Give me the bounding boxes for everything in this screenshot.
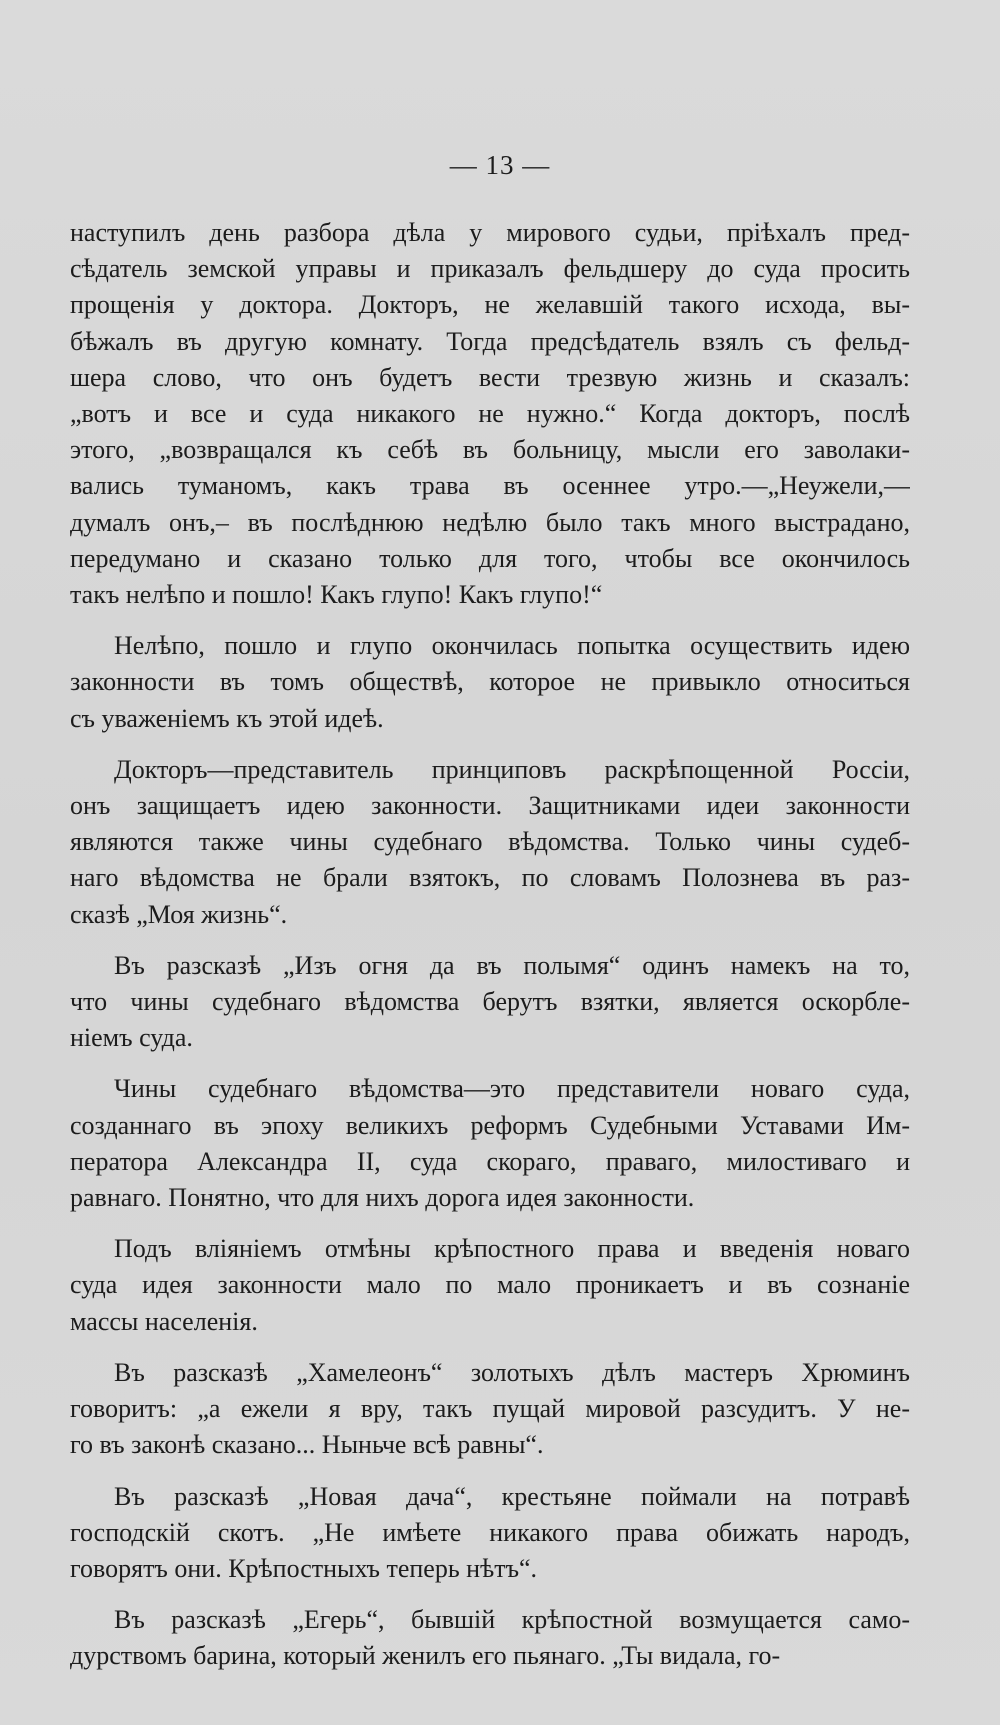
paragraph xyxy=(70,1479,910,1588)
text-line: что чины судебнаго вѣдомства берутъ взятки, является оскорбле- xyxy=(70,987,910,1017)
text-line: наго вѣдомства не брали взятокъ, по словамъ Полознева въ раз- xyxy=(70,863,910,893)
paragraph xyxy=(70,752,910,933)
text-line: бѣжалъ въ другую комнату. Тогда предсѣдатель взялъ съ фельд- xyxy=(70,326,910,356)
text-line: съ уваженіемъ къ этой идеѣ. xyxy=(70,703,384,733)
text-line: дурствомъ барина, который женилъ его пьянаго. „Ты видала, го- xyxy=(70,1641,781,1671)
text-line: наступилъ день разбора дѣла у мирового судьи, пріѣхалъ пред- xyxy=(70,218,910,247)
text-line: сѣдатель земской управы и приказалъ фельдшеру до суда просить xyxy=(70,254,910,284)
text-line: этого, „возвращался къ себѣ въ больницу, мысли его заволаки- xyxy=(70,435,910,465)
text-line: суда идея законности мало по мало проникаетъ и въ сознаніе xyxy=(70,1270,910,1300)
body-text xyxy=(70,215,910,1690)
text-line: шера слово, что онъ будетъ вести трезвую жизнь и сказалъ: xyxy=(70,362,910,392)
text-line: вались туманомъ, какъ трава въ осеннее утро.—„Неужели,— xyxy=(70,471,910,501)
paragraph xyxy=(70,948,910,1057)
page-number: — 13 — xyxy=(449,150,551,180)
text-line: Въ разсказѣ „Новая дача“, крестьяне поймали на потравѣ xyxy=(114,1481,910,1511)
text-line: прощенія у доктора. Докторъ, не желавшій такого исхода, вы- xyxy=(70,290,910,320)
text-line: говоритъ: „а ежели я вру, такъ пущай мировой разсудитъ. У не- xyxy=(70,1394,910,1424)
text-line: являются также чины судебнаго вѣдомства. Только чины судеб- xyxy=(70,827,910,857)
text-line: думалъ онъ,– въ послѣднюю недѣлю было такъ много выстрадано, xyxy=(70,507,910,537)
text-line: передумано и сказано только для того, чтобы все окончилось xyxy=(70,543,910,573)
paragraph xyxy=(70,215,910,613)
text-line: Нелѣпо, пошло и глупо окончилась попытка осуществить идею xyxy=(114,631,910,661)
paragraph xyxy=(70,1602,910,1674)
paragraph xyxy=(70,1231,910,1340)
paragraph xyxy=(70,1071,910,1216)
text-line: такъ нелѣпо и пошло! Какъ глупо! Какъ глупо!“ xyxy=(70,580,603,610)
text-line: Чины судебнаго вѣдомства—это представители новаго суда, xyxy=(114,1074,910,1104)
text-line: ператора Александра II, суда скораго, праваго, милостиваго и xyxy=(70,1146,910,1176)
text-line: „вотъ и все и суда никакого не нужно.“ Когда докторъ, послѣ xyxy=(70,399,910,429)
text-line: ніемъ суда. xyxy=(70,1023,193,1053)
text-line: Подъ вліяніемъ отмѣны крѣпостного права и введенія новаго xyxy=(114,1234,910,1264)
text-line: Докторъ—представитель принциповъ раскрѣпощенной Россіи, xyxy=(114,754,910,784)
paragraph xyxy=(70,628,910,737)
text-line: господскій скотъ. „Не имѣете никакого права обижать народъ, xyxy=(70,1517,910,1547)
text-line: Въ разсказѣ „Егерь“, бывшій крѣпостной возмущается само- xyxy=(114,1605,910,1635)
text-line: сказѣ „Моя жизнь“. xyxy=(70,899,288,929)
paragraph xyxy=(70,1355,910,1464)
text-line: массы населенія. xyxy=(70,1306,258,1336)
text-line: говорятъ они. Крѣпостныхъ теперь нѣтъ“. xyxy=(70,1553,538,1583)
text-line: равнаго. Понятно, что для нихъ дорога идея законности. xyxy=(70,1183,695,1213)
text-line: го въ законѣ сказано... Ныньче всѣ равны“. xyxy=(70,1430,544,1460)
text-line: онъ защищаетъ идею законности. Защитниками идеи законности xyxy=(70,791,910,821)
text-line: законности въ томъ обществѣ, которое не привыкло относиться xyxy=(70,667,910,697)
text-line: созданнаго въ эпоху великихъ реформъ Судебными Уставами Им- xyxy=(70,1110,910,1140)
text-line: Въ разсказѣ „Изъ огня да въ полымя“ одинъ намекъ на то, xyxy=(114,950,910,980)
text-line: Въ разсказѣ „Хамелеонъ“ золотыхъ дѣлъ мастеръ Хрюминъ xyxy=(114,1357,910,1387)
